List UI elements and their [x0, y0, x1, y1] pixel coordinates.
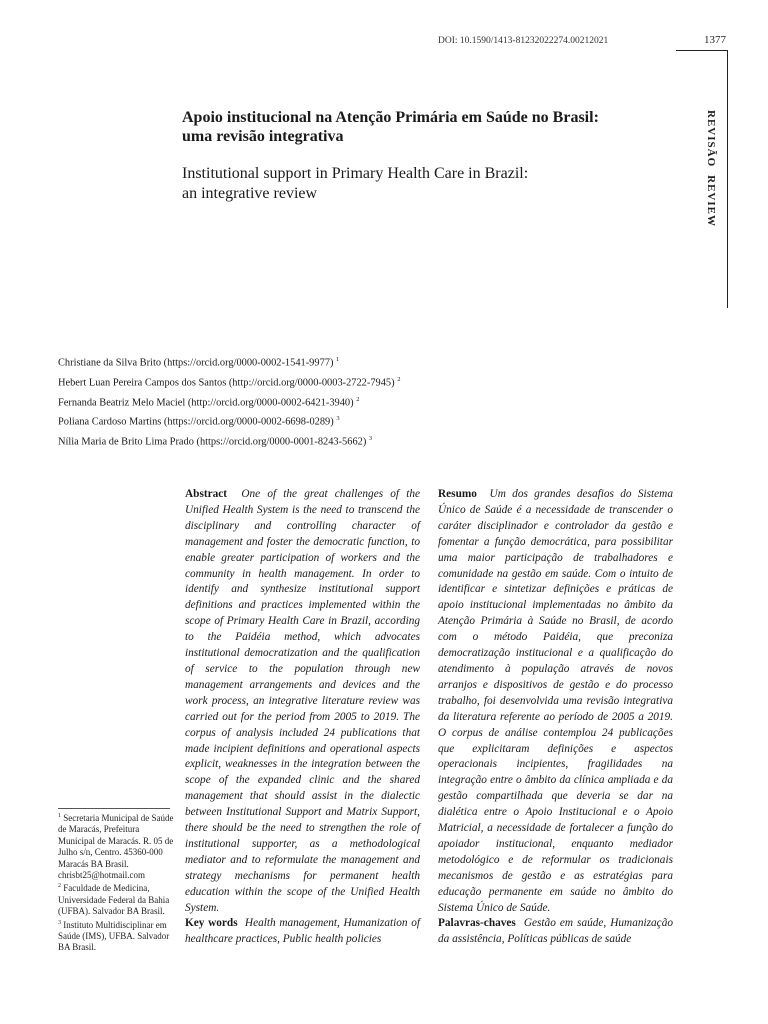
author-line — [58, 392, 578, 412]
resumo-text: Um dos grandes desafios do Sistema Único de Saúde é a necessidade de transcender o caráter disciplinador e controlador da gestão e fomentar a função democrática, para possibilitar uma maior participação de trabalhadores e comunidade na gestão em saúde. Com o intuito de identificar e sintetizar definições e práticas de apoio institucional implementadas no âmbito da Atenção Primária à Saúde no Brasil, de acordo com o método Paidéia, que preconiza democratização institucional e a qualificação do atendimento à população através de novos arranjos e dispositivos de gestão e do processo trabalho, foi desenvolvida uma revisão integrativa da literatura referente ao período de 2005 a 2019. O corpus de análise contemplou 24 publicações que explicitaram definições e aspectos operacionais incipientes, fragilidades na integração entre o âmbito da clínica ampliada e da gestão compartilhada que deveria se dar na dialética entre o Apoio Institucional e o Apoio Matricial, a necessidade de fortalecer a função do apoiador institucional, enquanto mediador metodológico e de reformular os tradicionais mecanismos de gestão e as estratégias para educação permanente em saúde no âmbito do Sistema Único de Saúde. — [438, 488, 673, 914]
section-rule — [727, 50, 728, 308]
affiliation-text: Faculdade de Medicina, Universidade Federal da Bahia (UFBA). Salvador BA Brasil. — [58, 883, 170, 917]
keywords-text: Health management, Humanization of healthcare practices, Public health policies — [185, 917, 420, 946]
affiliation-text: Secretaria Municipal de Saúde de Maracás, Prefeitura Municipal de Maracás. R. 05 de Julho s/n, Centro. 45360-000 Maracás BA Brasil. chrisbt25@hotmail.com — [58, 813, 174, 881]
header-rule — [676, 50, 727, 51]
abstract-english — [185, 487, 420, 948]
abstract-text: One of the great challenges of the Unified Health System is the need to transcend the disciplinary and controlling character of management and foster the democratic function, to enable greater participation of workers and the community in health management. In order to identify and synthesize institutional support definitions and practices implemented within the scope of Primary Health Care in Brazil, according to the Paidéia method, which advocates institutional democratization and the qualification of service to the population through new management arrangements and devices and the work process, an integrative literature review was carried out for the period from 2005 to 2019. The corpus of analysis included 24 publications that made incipient definitions and operational aspects explicit, weaknesses in the integration between the scope of the expanded clinic and the shared management that should assist in the dialectic between Institutional Support and Matrix Support, there should be the need to strengthen the role of institutional supporter, as a methodological mediator and to reformulate the management and strategy mechanisms for permanent health education within the scope of the Unified Health System. — [185, 488, 420, 914]
author-line — [58, 352, 578, 372]
author-name: Fernanda Beatriz Melo Maciel (http://orcid.org/0000-0002-6421-3940) — [58, 397, 354, 408]
title-portuguese-line1: Apoio institucional na Atenção Primária em Saúde no Brasil: — [182, 109, 599, 126]
doi-reference: DOI: 10.1590/1413-81232022274.00212021 — [438, 36, 609, 46]
affiliation-number: 1 — [58, 813, 61, 819]
title-english — [182, 164, 652, 204]
page-number: 1377 — [704, 34, 726, 46]
section-label-en: REVIEW — [705, 175, 717, 227]
author-name: Nília Maria de Brito Lima Prado (https://orcid.org/0000-0001-8243-5662) — [58, 436, 367, 448]
palavras-chaves-text: Gestão em saúde, Humanização da assistência, Políticas públicas de saúde — [438, 917, 673, 946]
resumo-label: Resumo — [438, 488, 477, 500]
author-affiliation-marker: 3 — [368, 435, 373, 443]
palavras-chaves-label: Palavras-chaves — [438, 917, 516, 930]
title-portuguese-line2: uma revisão integrativa — [182, 128, 344, 145]
author-name: Poliana Cardoso Martins (https://orcid.org/0000-0002-6698-0289) — [58, 416, 334, 428]
title-english-line2: an integrative review — [182, 185, 318, 202]
author-affiliation-marker: 2 — [397, 375, 401, 383]
affiliation-item — [58, 918, 176, 954]
title-portuguese — [182, 108, 652, 146]
author-affiliation-marker: 1 — [336, 356, 340, 363]
affiliation-number: 3 — [58, 919, 61, 926]
author-line — [58, 372, 578, 392]
abstract-label: Abstract — [185, 488, 228, 500]
author-list — [58, 352, 578, 451]
affiliation-item — [58, 881, 176, 917]
resumo-body — [438, 487, 673, 916]
author-affiliation-marker: 3 — [336, 415, 340, 423]
author-name: Christiane da Silva Brito (https://orcid.org/0000-0002-1541-9977) — [58, 357, 334, 369]
keywords-portuguese — [438, 916, 673, 948]
affiliation-text: Instituto Multidisciplinar em Saúde (IMS), UFBA. Salvador BA Brasil. — [58, 919, 170, 953]
title-english-line1: Institutional support in Primary Health Care in Brazil: — [182, 165, 529, 182]
footnote-divider — [58, 808, 170, 809]
abstract-body — [185, 487, 420, 916]
keywords-label: Key words — [185, 917, 238, 930]
section-label — [705, 110, 717, 227]
affiliation-item — [58, 811, 176, 881]
keywords-english — [185, 916, 420, 948]
author-name: Hebert Luan Pereira Campos dos Santos (http://orcid.org/0000-0003-2722-7945) — [58, 377, 395, 389]
author-line — [58, 411, 578, 431]
author-line — [58, 431, 578, 451]
section-label-pt: REVISÃO — [705, 110, 717, 168]
affiliations-footnote — [58, 808, 176, 954]
author-affiliation-marker: 2 — [356, 395, 360, 403]
abstract-portuguese — [438, 487, 673, 948]
affiliation-number: 2 — [58, 883, 61, 890]
